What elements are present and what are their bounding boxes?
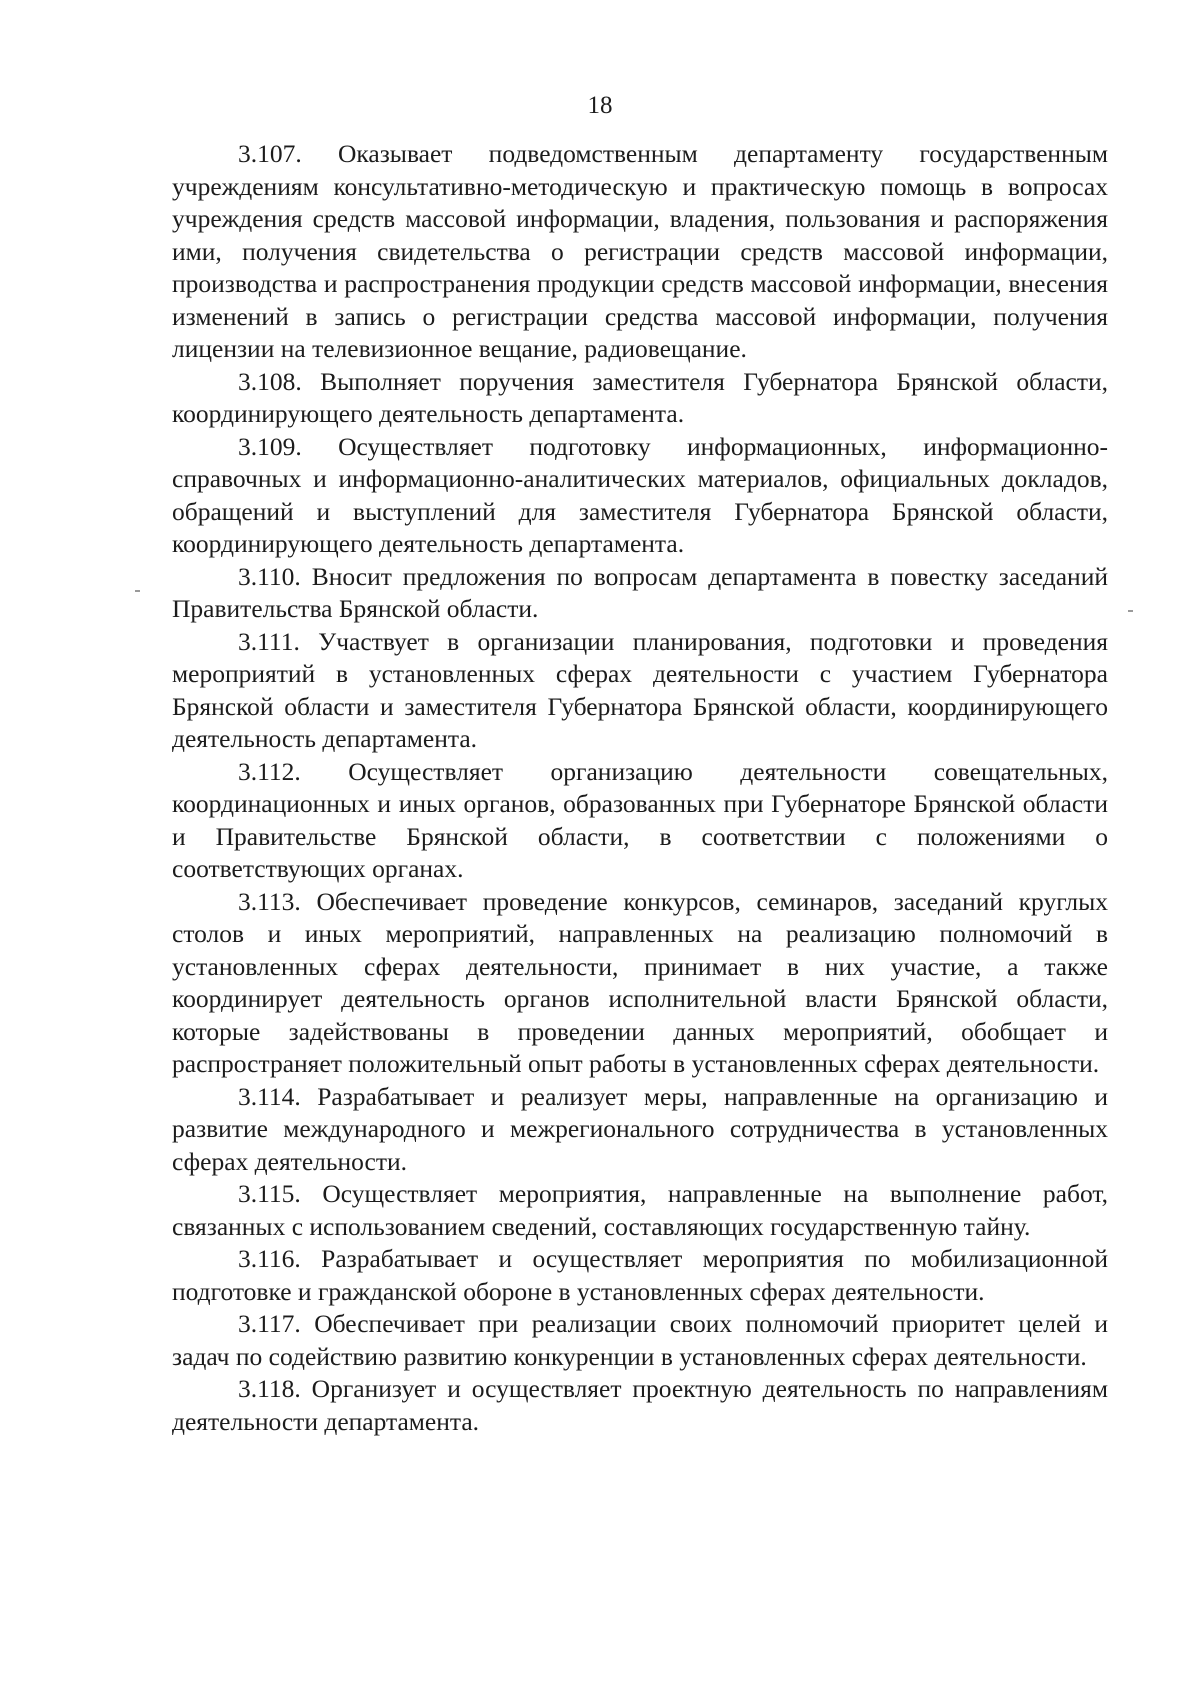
paragraph-3-118: 3.118. Организует и осуществляет проектную деятельность по направлениям деятельности департамента.: [172, 1374, 1108, 1436]
paragraph-3-108: 3.108. Выполняет поручения заместителя Губернатора Брянской области, координирующего деятельность департамента.: [172, 366, 1108, 428]
paragraph-3-112: 3.112. Осуществляет организацию деятельности совещательных, координационных и иных органов, образованных при Губернаторе Брянской области и Правительстве Брянской области, в соответствии с положениями о соответствующих органах.: [172, 756, 1108, 883]
paragraph-3-113: 3.113. Обеспечивает проведение конкурсов, семинаров, заседаний круглых столов и иных мероприятий, направленных на реализацию полномочий в установленных сферах деятельности, принимает в них участие, а также координирует деятельность органов исполнительной власти Брянской области, которые задействованы в проведении данных мероприятий, обобщает и распространяет положительный опыт работы в установленных сферах деятельности.: [172, 886, 1108, 1078]
paragraph-3-117: 3.117. Обеспечивает при реализации своих полномочий приоритет целей и задач по содействию развитию конкуренции в установленных сферах деятельности.: [172, 1309, 1108, 1371]
paragraph-3-114: 3.114. Разрабатывает и реализует меры, направленные на организацию и развитие международного и межрегионального сотрудничества в установленных сферах деятельности.: [172, 1081, 1108, 1176]
paragraph-3-116: 3.116. Разрабатывает и осуществляет мероприятия по мобилизационной подготовке и гражданской обороне в установленных сферах деятельности.: [172, 1244, 1108, 1306]
paragraph-3-115: 3.115. Осуществляет мероприятия, направленные на выполнение работ, связанных с использованием сведений, составляющих государственную тайну.: [172, 1179, 1108, 1241]
paragraph-3-109: 3.109. Осуществляет подготовку информационных, информационно-справочных и информационно-аналитических материалов, официальных докладов, обращений и выступлений для заместителя Губернатора Брянской области, координирующего деятельность департамента.: [172, 431, 1108, 558]
document-body: [172, 138, 1108, 1438]
scan-mark-left: [135, 590, 140, 592]
paragraph-3-111: 3.111. Участвует в организации планирования, подготовки и проведения мероприятий в установленных сферах деятельности с участием Губернатора Брянской области и заместителя Губернатора Брянской области, координирующего деятельность департамента.: [172, 626, 1108, 753]
paragraph-3-107: 3.107. Оказывает подведомственным департаменту государственным учреждениям консультативно-методическую и практическую помощь в вопросах учреждения средств массовой информации, владения, пользования и распоряжения ими, получения свидетельства о регистрации средств массовой информации, производства и распространения продукции средств массовой информации, внесения изменений в запись о регистрации средства массовой информации, получения лицензии на телевизионное вещание, радиовещание.: [172, 139, 1108, 363]
paragraph-3-110: 3.110. Вносит предложения по вопросам департамента в повестку заседаний Правительства Брянской области.: [172, 561, 1108, 623]
scan-mark-right: [1128, 610, 1133, 612]
page-number: 18: [587, 92, 613, 119]
